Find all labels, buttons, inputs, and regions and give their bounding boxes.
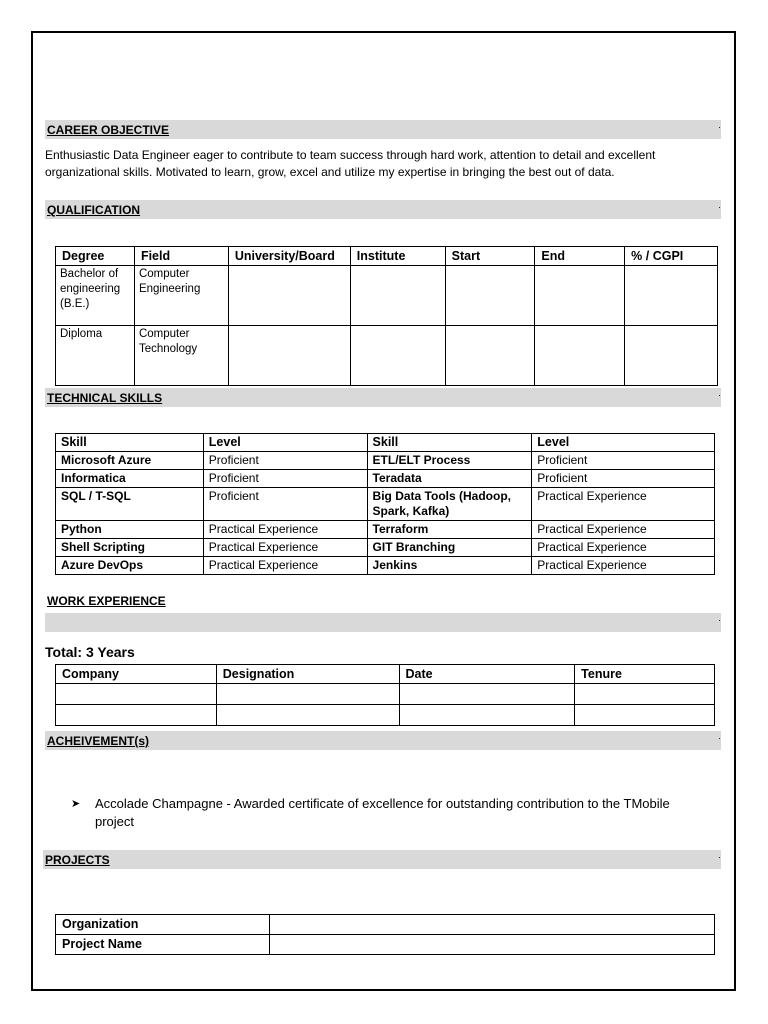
column-header: Start [445, 247, 535, 266]
skill-level: Practical Experience [203, 521, 367, 539]
skill-name: GIT Branching [367, 539, 532, 557]
table-cell: Bachelor of engineering (B.E.) [56, 266, 135, 326]
table-row [56, 470, 715, 488]
table-row [56, 915, 715, 935]
column-header: % / CGPI [625, 247, 718, 266]
column-header: Tenure [575, 665, 715, 684]
skill-level: Practical Experience [532, 539, 715, 557]
column-header: End [535, 247, 625, 266]
skill-name: ETL/ELT Process [367, 452, 532, 470]
table-cell [350, 326, 445, 386]
section-bar-projects: PROJECTS · [45, 852, 721, 867]
column-header: Date [399, 665, 575, 684]
table-cell: Diploma [56, 326, 135, 386]
table-row [56, 452, 715, 470]
skill-name: Informatica [56, 470, 204, 488]
table-row [56, 935, 715, 955]
arrow-bullet-icon: ➤ [71, 798, 81, 810]
table-row [56, 684, 715, 705]
skill-name: Microsoft Azure [56, 452, 204, 470]
skill-level: Practical Experience [532, 557, 715, 575]
table-cell: Computer Technology [134, 326, 228, 386]
table-header-row [56, 247, 718, 266]
skill-level: Proficient [203, 488, 367, 521]
table-cell [350, 266, 445, 326]
table-cell [625, 266, 718, 326]
skill-level: Proficient [203, 470, 367, 488]
section-bar-achievements: ACHEIVEMENT(s) · [47, 733, 721, 748]
work-total-experience: Total: 3 Years [45, 644, 135, 660]
skill-level: Practical Experience [203, 539, 367, 557]
section-bar-work-experience: · [45, 613, 721, 632]
column-header: Level [203, 434, 367, 452]
section-bar-technical-skills: TECHNICAL SKILLS · [47, 390, 721, 405]
column-header: Level [532, 434, 715, 452]
skill-level: Proficient [203, 452, 367, 470]
skill-name: SQL / T-SQL [56, 488, 204, 521]
section-title-qualification: QUALIFICATION [47, 203, 141, 217]
table-row [56, 539, 715, 557]
column-header: Degree [56, 247, 135, 266]
table-row [56, 488, 715, 521]
column-header: Company [56, 665, 217, 684]
section-title-career-objective: CAREER OBJECTIVE [47, 123, 170, 137]
skill-level: Proficient [532, 452, 715, 470]
table-row [56, 557, 715, 575]
table-cell [535, 326, 625, 386]
skill-name: Azure DevOps [56, 557, 204, 575]
section-title-achievements: ACHEIVEMENT(s) [47, 734, 150, 748]
section-bar-qualification: QUALIFICATION · [47, 202, 721, 217]
table-row [56, 266, 718, 326]
projects-table [55, 914, 715, 955]
skill-name: Big Data Tools (Hadoop, Spark, Kafka) [367, 488, 532, 521]
section-bar-career-objective: CAREER OBJECTIVE · [47, 122, 721, 137]
skill-name: Terraform [367, 521, 532, 539]
table-cell [535, 266, 625, 326]
project-field-value [269, 935, 714, 955]
skill-name: Jenkins [367, 557, 532, 575]
skill-name: Teradata [367, 470, 532, 488]
table-cell [625, 326, 718, 386]
table-cell [445, 266, 535, 326]
skill-level: Proficient [532, 470, 715, 488]
section-title-technical-skills: TECHNICAL SKILLS [47, 391, 163, 405]
table-row [56, 705, 715, 726]
column-header: University/Board [228, 247, 350, 266]
column-header: Institute [350, 247, 445, 266]
skills-table [55, 433, 715, 575]
column-header: Skill [56, 434, 204, 452]
skill-level: Practical Experience [532, 521, 715, 539]
table-row [56, 521, 715, 539]
objective-text: Enthusiastic Data Engineer eager to contribute to team success through hard work, attention to detail and excellent organizational skills. Motivated to learn, grow, excel and utilize my expertise in bringing the best out of data. [45, 148, 656, 179]
column-header: Designation [216, 665, 399, 684]
achievement-text: Accolade Champagne - Awarded certificate of excellence for outstanding contribution to the TMobile project [95, 796, 670, 829]
section-title-work-experience: WORK EXPERIENCE [47, 594, 166, 608]
table-header-row [56, 434, 715, 452]
table-cell [445, 326, 535, 386]
qualification-table [55, 246, 718, 386]
project-field-label: Project Name [56, 935, 270, 955]
table-cell [228, 266, 350, 326]
section-title-projects: PROJECTS [45, 853, 110, 867]
table-header-row [56, 665, 715, 684]
column-header: Field [134, 247, 228, 266]
column-header: Skill [367, 434, 532, 452]
achievement-item [71, 795, 691, 831]
table-cell: Computer Engineering [134, 266, 228, 326]
project-field-value [269, 915, 714, 935]
skill-level: Practical Experience [203, 557, 367, 575]
skill-name: Shell Scripting [56, 539, 204, 557]
skill-level: Practical Experience [532, 488, 715, 521]
skill-name: Python [56, 521, 204, 539]
table-row [56, 326, 718, 386]
work-experience-table [55, 664, 715, 726]
table-cell [228, 326, 350, 386]
project-field-label: Organization [56, 915, 270, 935]
resume-page [31, 31, 736, 991]
